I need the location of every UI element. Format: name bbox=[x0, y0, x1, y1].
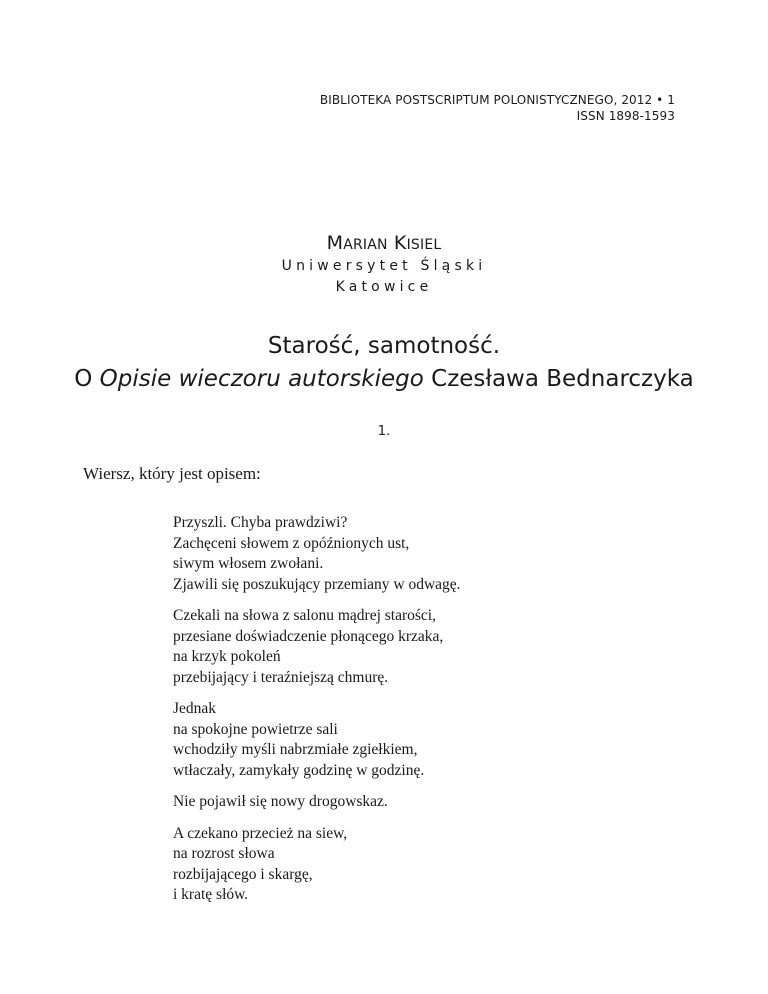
poem-line: siwym włosem zwołani. bbox=[173, 555, 324, 572]
poem-stanza bbox=[173, 606, 461, 688]
poem-line: przebijający i teraźniejszą chmurę. bbox=[173, 668, 389, 686]
section-number: 1. bbox=[377, 424, 391, 439]
poem-line: na spokojne powietrze sali bbox=[173, 720, 338, 738]
poem-line: wchodziły myśli nabrzmiałe zgiełkiem, bbox=[173, 741, 418, 758]
poem-line: na rozrost słowa bbox=[173, 845, 275, 862]
poem-line: rozbijającego i skargę, bbox=[173, 865, 313, 883]
poem-line: Nie pojawił się nowy drogowskaz. bbox=[173, 793, 388, 810]
poem-line: przesiane doświadczenie płonącego krzaka, bbox=[173, 627, 444, 645]
journal-issn: ISSN 1898-1593 bbox=[576, 109, 675, 123]
author-first-rest: ARIAN bbox=[343, 237, 388, 253]
poem-line: Czekali na słowa z salonu mądrej starości, bbox=[173, 607, 436, 624]
intro-paragraph: Wiersz, który jest opisem: bbox=[83, 464, 261, 483]
journal-series: BIBLIOTEKA POSTSCRIPTUM POLONISTYCZNEGO, 2012 • 1 bbox=[319, 93, 675, 107]
poem-stanza bbox=[173, 699, 461, 781]
poem-line: na krzyk pokoleń bbox=[173, 648, 281, 665]
author-last-initial: K bbox=[393, 232, 407, 254]
author-university: Uniwersytet Śląski bbox=[281, 258, 487, 274]
title-suffix: Czesława Bednarczyka bbox=[423, 366, 694, 392]
author-city: Katowice bbox=[335, 279, 433, 295]
poem-stanza bbox=[173, 792, 461, 813]
author-name bbox=[0, 232, 768, 256]
author-last-rest: ISIEL bbox=[406, 237, 442, 253]
author-block bbox=[0, 232, 768, 298]
poem-stanza bbox=[173, 513, 461, 595]
article-title bbox=[0, 330, 768, 396]
poem bbox=[173, 513, 461, 917]
poem-line: Przyszli. Chyba prawdziwi? bbox=[173, 514, 348, 531]
poem-line: A czekano przecież na siew, bbox=[173, 824, 348, 842]
title-italic: Opisie wieczoru autorskiego bbox=[99, 366, 424, 392]
poem-line: Jednak bbox=[173, 700, 217, 717]
author-first-initial: M bbox=[326, 232, 344, 254]
poem-line: i kratę słów. bbox=[173, 886, 249, 903]
title-prefix: O bbox=[74, 366, 100, 392]
poem-line: Zachęceni słowem z opóźnionych ust, bbox=[173, 534, 410, 552]
poem-line: wtłaczały, zamykały godzinę w godzinę. bbox=[173, 761, 425, 779]
title-line-2 bbox=[0, 363, 768, 396]
title-line-1: Starość, samotność. bbox=[267, 333, 501, 359]
poem-line: Zjawili się poszukujący przemiany w odwagę. bbox=[173, 575, 461, 593]
poem-stanza bbox=[173, 824, 461, 906]
journal-header bbox=[320, 92, 675, 124]
